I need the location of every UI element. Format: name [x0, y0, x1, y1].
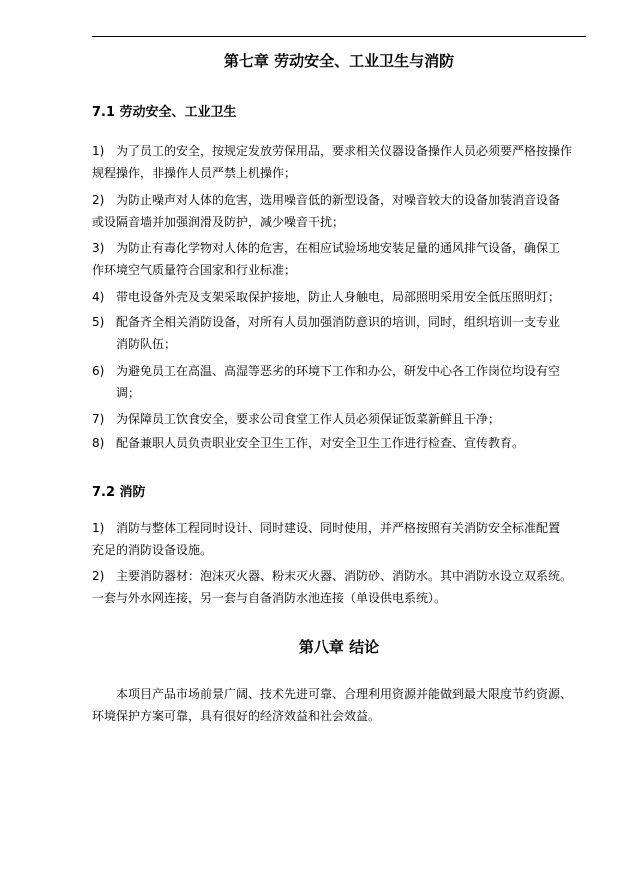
list-item	[92, 189, 586, 233]
item-text: 消防队伍；	[116, 337, 177, 351]
item-number: 7)	[92, 412, 105, 426]
chapter7-title: 第七章 劳动安全、工业卫生与消防	[223, 52, 455, 70]
item-number: 6)	[92, 364, 105, 378]
item-number: 8)	[92, 436, 105, 450]
paragraph-text: 本项目产品市场前景广阔、技术先进可靠、合理利用资源并能做到最大限度节约资源、	[116, 687, 573, 701]
item-text: 充足的消防设备设施。	[92, 543, 213, 557]
item-text: 带电设备外壳及支架采取保护接地，防止人身触电，局部照明采用安全低压照明灯；	[116, 290, 561, 304]
item-number: 5)	[92, 315, 105, 329]
list-item	[92, 517, 586, 561]
item-text: 调；	[116, 386, 141, 400]
item-text: 主要消防器材：泡沫灭火器、粉末灭火器、消防砂、消防水。其中消防水设立双系统。	[116, 569, 573, 583]
chapter8-title: 第八章 结论	[298, 638, 380, 656]
conclusion-paragraph	[92, 683, 586, 727]
item-number: 4)	[92, 290, 105, 304]
item-text: 配备齐全相关消防设备，对所有人员加强消防意识的培训，同时，组织培训一支专业	[116, 315, 561, 329]
item-text: 消防与整体工程同时设计、同时建设、同时使用，并严格按照有关消防安全标准配置	[116, 521, 561, 535]
list-item	[92, 311, 586, 355]
item-text: 作环境空气质量符合国家和行业标准；	[92, 263, 297, 277]
paragraph-text: 环境保护方案可靠，具有很好的经济效益和社会效益。	[92, 709, 381, 723]
item-text: 为保障员工饮食安全，要求公司食堂工作人员必须保证饭菜新鲜且干净；	[116, 412, 501, 426]
header-rule	[92, 36, 586, 37]
list-item	[92, 237, 586, 281]
item-number: 1)	[92, 144, 105, 158]
section-7-2-heading: 7.2 消防	[92, 485, 146, 500]
item-text: 为防止噪声对人体的危害，选用噪音低的新型设备，对噪音较大的设备加装消音设备	[116, 193, 561, 207]
item-number: 2)	[92, 193, 105, 207]
item-text: 一套与外水网连接，另一套与自备消防水池连接（单设供电系统）。	[92, 591, 447, 605]
section-7-1-heading: 7.1 劳动安全、工业卫生	[92, 105, 237, 120]
item-number: 1)	[92, 521, 105, 535]
list-item	[92, 360, 586, 404]
item-number: 3)	[92, 241, 105, 255]
list-item	[92, 432, 586, 454]
item-text: 为避免员工在高温、高湿等恶劣的环境下工作和办公，研发中心各工作岗位均设有空	[116, 364, 561, 378]
list-item	[92, 286, 586, 308]
item-text: 配备兼职人员负责职业安全卫生工作，对安全卫生工作进行检查、宣传教育。	[116, 436, 525, 450]
list-item	[92, 408, 586, 430]
item-text: 或设隔音墙并加强润滑及防护，减少噪音干扰；	[92, 215, 345, 229]
item-text: 规程操作，非操作人员严禁上机操作；	[92, 166, 297, 180]
item-number: 2)	[92, 569, 105, 583]
list-item	[92, 140, 586, 184]
list-item	[92, 565, 586, 609]
item-text: 为防止有毒化学物对人体的危害，在相应试验场地安装足量的通风排气设备，确保工	[116, 241, 561, 255]
item-text: 为了员工的安全，按规定发放劳保用品，要求相关仪器设备操作人员必须要严格按操作	[116, 144, 573, 158]
